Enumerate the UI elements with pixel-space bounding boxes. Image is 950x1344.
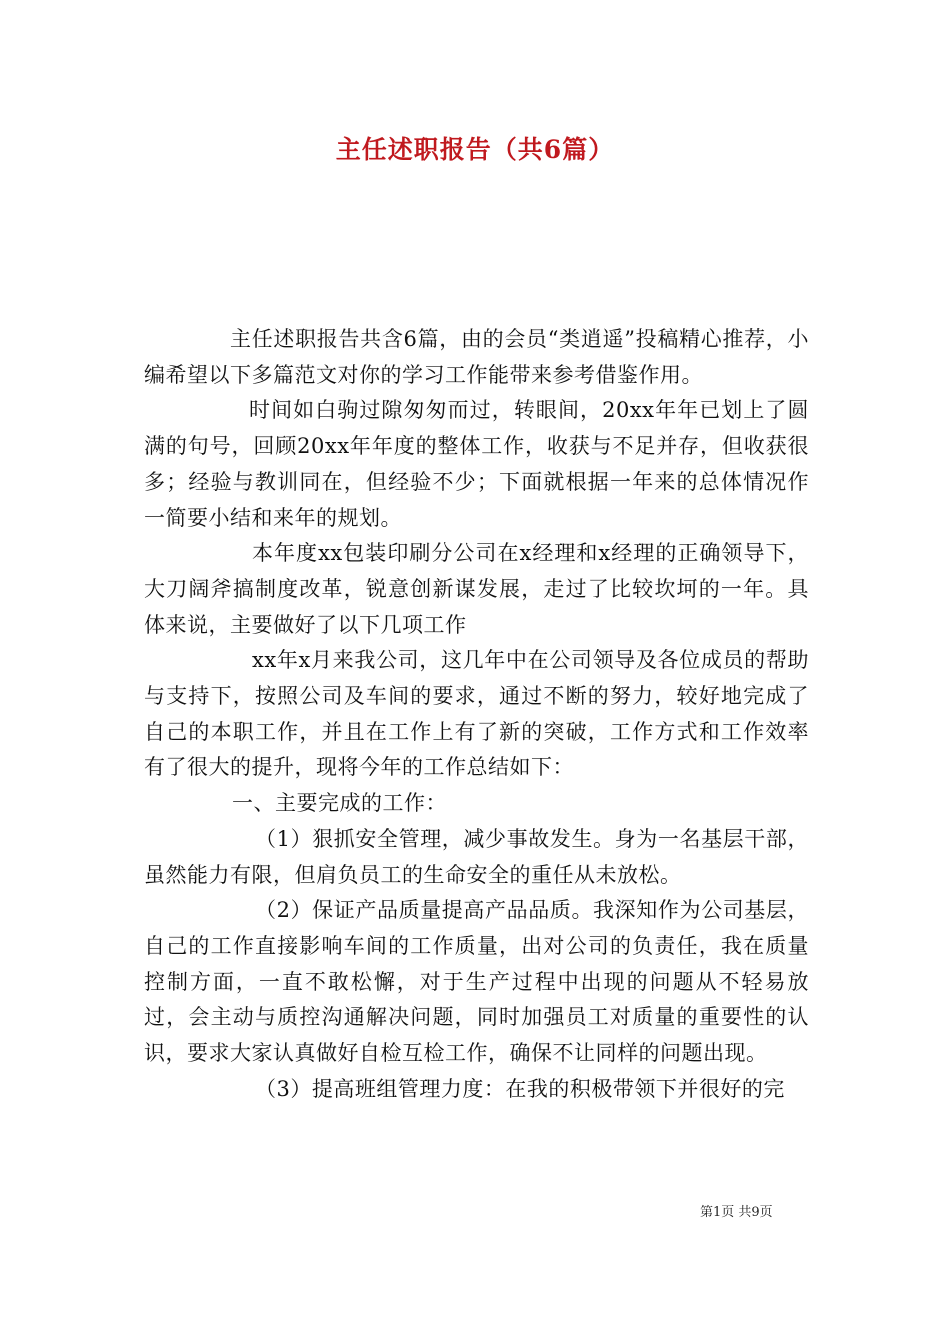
paragraph-intro: 主任述职报告共含6篇，由的会员“类逍遥”投稿精心推荐，小编希望以下多篇范文对你的学习工作能带来参考借鉴作用。 bbox=[144, 327, 809, 387]
page-footer: 第1页 共9页 bbox=[700, 1205, 773, 1220]
document-title: 主任述职报告（共6篇） bbox=[335, 135, 615, 164]
paragraph-time: 时间如白驹过隙匆匆而过，转眼间，20xx年年已划上了圆满的句号，回顾20xx年年度的整体工作，收获与不足并存，但收获很多；经验与教训同在，但经验不少；下面就根据一年来的总体情况作一简要小结和来年的规划。 bbox=[144, 398, 809, 530]
section-heading-main-work: 一、主要完成的工作： bbox=[232, 791, 447, 816]
paragraph-item-3: （3）提高班组管理力度：在我的积极带领下并很好的完 bbox=[255, 1076, 785, 1101]
document-body bbox=[144, 322, 809, 1107]
paragraph-joining: xx年x月来我公司，这几年中在公司领导及各位成员的帮助与支持下，按照公司及车间的要求，通过不断的努力，较好地完成了自己的本职工作，并且在工作上有了新的突破，工作方式和工作效率有了很大的提升，现将今年的工作总结如下： bbox=[144, 648, 809, 780]
paragraph-item-1: （1）狠抓安全管理，减少事故发生。身为一名基层干部，虽然能力有限，但肩负员工的生命安全的重任从未放松。 bbox=[144, 826, 809, 887]
paragraph-item-2: （2）保证产品质量提高产品品质。我深知作为公司基层，自己的工作直接影响车间的工作质量，出对公司的负责任，我在质量控制方面，一直不敢松懈，对于生产过程中出现的问题从不轻易放过，会主动与质控沟通解决问题，同时加强员工对质量的重要性的认识，要求大家认真做好自检互检工作，确保不让同样的问题出现。 bbox=[144, 898, 809, 1066]
paragraph-annual: 本年度xx包装印刷分公司在x经理和x经理的正确领导下，大刀阔斧搞制度改革，锐意创新谋发展，走过了比较坎坷的一年。具体来说，主要做好了以下几项工作 bbox=[144, 541, 809, 637]
